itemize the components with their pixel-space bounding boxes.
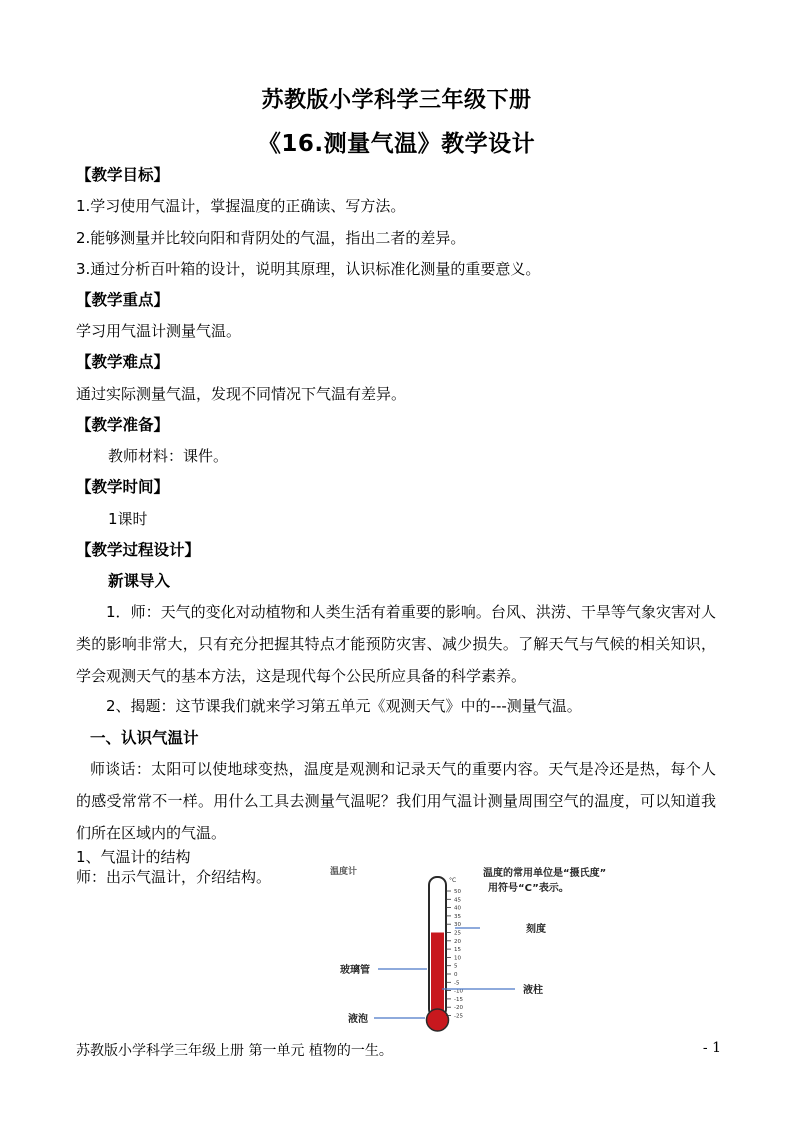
goal-item-2: 2.能够测量并比较向阳和背阴处的气温，指出二者的差异。: [76, 229, 466, 247]
intro-paragraph-1: 1．师：天气的变化对动植物和人类生活有着重要的影响。台风、洪涝、干旱等气象灾害对人类的影响非常大，只有充分把握其特点才能预防灾害、减少损失。了解天气与气候的相关知识，学会观测天气的基本方法，这是现代每个公民所应具备的科学素养。: [76, 603, 716, 685]
structure-heading: 1、气温计的结构: [76, 848, 191, 866]
scale-tick-label: 20: [454, 938, 461, 945]
scale-tick-label: -20: [454, 1005, 463, 1012]
label-bulb: 液泡: [348, 1014, 368, 1025]
scale-tick-label: 15: [454, 947, 461, 954]
structure-text: 师：出示气温计，介绍结构。: [76, 868, 272, 886]
time-text: 1课时: [108, 510, 148, 528]
document-title: 苏教版小学科学三年级下册: [261, 88, 532, 113]
footer-text: 苏教版小学科学三年级上册 第一单元 植物的一生。: [76, 1043, 393, 1059]
scale-tick-label: 10: [454, 955, 461, 962]
scale-tick-label: -10: [454, 988, 463, 995]
liquid-column: [431, 933, 444, 1019]
scale-tick-label: 30: [454, 922, 461, 929]
key-point-text: 学习用气温计测量气温。: [76, 322, 242, 340]
section-heading-preparation: 【教学准备】: [76, 416, 170, 434]
goal-item-3: 3.通过分析百叶箱的设计，说明其原理，认识标准化测量的重要意义。: [76, 260, 541, 278]
section-heading-process: 【教学过程设计】: [76, 541, 201, 559]
preparation-text: 教师材料：课件。: [108, 447, 229, 465]
scale-tick-label: 5: [454, 963, 458, 970]
label-scale: 刻度: [526, 924, 546, 935]
part1-heading: 一、认识气温计: [90, 729, 199, 747]
goal-item-1: 1.学习使用气温计，掌握温度的正确读、写方法。: [76, 197, 406, 215]
difficulty-text: 通过实际测量气温，发现不同情况下气温有差异。: [76, 385, 407, 403]
section-heading-difficulty: 【教学难点】: [76, 353, 170, 371]
unit-note-line-2: 用符号“C”表示。: [488, 883, 569, 894]
thermometer-figure: [320, 858, 650, 1033]
section-heading-key: 【教学重点】: [76, 291, 170, 309]
part1-paragraph: 师谈话：太阳可以使地球变热，温度是观测和记录天气的重要内容。天气是冷还是热，每个人的感受常常不一样。用什么工具去测量气温呢？我们用气温计测量周围空气的温度，可以知道我们所在区域内的气温。: [76, 760, 716, 842]
scale-tick-label: 50: [454, 889, 461, 895]
document-subtitle: 《16.测量气温》教学设计: [257, 131, 536, 157]
unit-symbol: °C: [449, 877, 457, 884]
section-heading-time: 【教学时间】: [76, 478, 170, 496]
scale-tick-label: -5: [454, 980, 460, 987]
liquid-bulb: [427, 1009, 449, 1031]
page-number: - 1: [702, 1040, 721, 1056]
section-heading-goals: 【教学目标】: [76, 166, 170, 184]
intro-paragraph-2: 2、揭题：这节课我们就来学习第五单元《观测天气》中的---测量气温。: [106, 697, 582, 715]
page-footer: [76, 1040, 721, 1060]
scale-tick-label: 0: [454, 972, 458, 978]
scale-tick-label: 35: [454, 913, 461, 920]
label-glass: 玻璃管: [340, 965, 370, 976]
scale-tick-label: 45: [454, 897, 461, 904]
scale-tick-label: 40: [454, 905, 461, 912]
unit-note-line-1: 温度的常用单位是“摄氏度”: [483, 868, 607, 879]
scale-tick-label: -25: [454, 1013, 463, 1020]
label-column: 液柱: [523, 985, 543, 996]
figure-corner-text: 温度计: [330, 867, 358, 877]
intro-heading: 新课导入: [108, 572, 171, 590]
scale-tick-label: 25: [454, 930, 461, 937]
scale-ticks: [446, 889, 463, 1020]
scale-tick-label: -15: [454, 996, 463, 1003]
